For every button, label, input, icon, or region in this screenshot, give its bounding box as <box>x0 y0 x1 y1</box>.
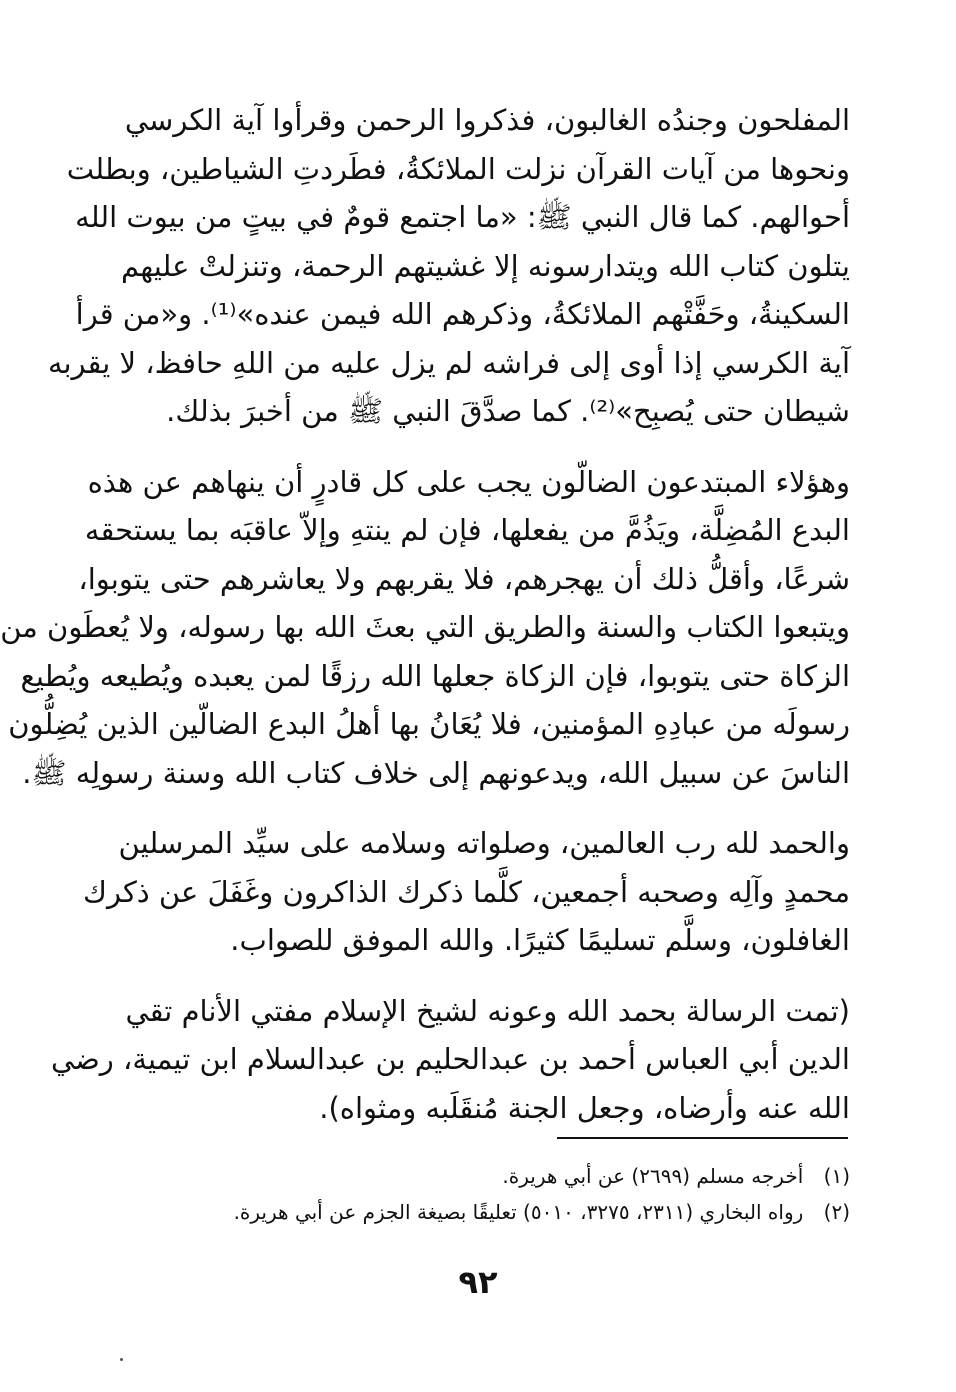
text-line: المفلحون وجندُه الغالبون، فذكروا الرحمن وقرأوا آية الكرسي <box>124 103 850 137</box>
text-line: يتلون كتاب الله ويتدارسونه إلا غشيتهم الرحمة، وتنزلتْ عليهم <box>121 248 850 283</box>
text-line: ويتبعوا الكتاب والسنة والطريق التي بعثَ الله بها رسوله، ولا يُعطَون من <box>0 610 850 644</box>
footnote-1 <box>108 1158 850 1194</box>
text-line: السكينةُ، وحَفَّتْهم الملائكةُ، وذكرهم الله فيمن عنده»⁽¹⁾. و«من قرأ <box>75 297 850 331</box>
paragraph-3 <box>83 819 850 965</box>
text-line: ونحوها من آيات القرآن نزلت الملائكةُ، فطَردتِ الشياطين، وبطلت <box>66 151 850 186</box>
footnotes <box>108 1158 850 1230</box>
text-line: الغافلون، وسلَّم تسليمًا كثيرًا. والله الموفق للصواب. <box>230 923 850 957</box>
scan-speck <box>120 1358 123 1361</box>
text-line: شرعًا، وأقلُّ ذلك أن يهجرهم، فلا يقربهم ولا يعاشرهم حتى يتوبوا، <box>78 561 850 596</box>
text-line: الله عنه وأرضاه، وجعل الجنة مُنقَلَبه ومثواه). <box>319 1090 850 1125</box>
text-line: البدع المُضِلَّة، ويَذُمَّ من يفعلها، فإن لم ينتهِ وإلاّ عاقبَه بما يستحقه <box>84 513 850 547</box>
text-line: محمدٍ وآلِه وصحبه أجمعين، كلَّما ذكرك الذاكرون وغَفَلَ عن ذكرك <box>83 874 850 909</box>
footnote-text: رواه البخاري (٢٣١١، ٣٢٧٥، ٥٠١٠) تعليقًا بصيغة الجزم عن أبي هريرة. <box>233 1200 804 1224</box>
footnote-number: (١) <box>823 1164 850 1188</box>
text-line: والحمد لله رب العالمين، وصلواته وسلامه على سيِّد المرسلين <box>118 826 850 860</box>
paragraph-2 <box>0 458 850 798</box>
text-line: الناسَ عن سبيل الله، ويدعونهم إلى خلاف كتاب الله وسنة رسولِه ﷺ. <box>22 755 850 790</box>
page-number: ٩٢ <box>458 1263 498 1301</box>
main-text <box>0 96 850 1154</box>
text-line: رسولَه من عبادِهِ المؤمنين، فلا يُعَانُ بها أهلُ البدع الضالّين الذين يُضِلُّون <box>8 707 850 741</box>
text-line: وهؤلاء المبتدعون الضالّون يجب على كل قادرٍ أن ينهاهم عن هذه <box>87 464 850 499</box>
text-line: الدين أبي العباس أحمد بن عبدالحليم بن عبدالسلام ابن تيمية، رضي <box>51 1042 850 1076</box>
footnote-text: أخرجه مسلم (٢٦٩٩) عن أبي هريرة. <box>502 1164 804 1188</box>
footnote-2 <box>108 1194 850 1230</box>
paragraph-1 <box>47 96 850 436</box>
text-line: شيطان حتى يُصبِح»⁽²⁾. كما صدَّقَ النبي ﷺ من أخبرَ بذلك. <box>166 394 850 428</box>
footnote-divider <box>557 1137 848 1139</box>
text-line: آية الكرسي إذا أوى إلى فراشه لم يزل عليه من اللهِ حافظ، لا يقربه <box>47 345 850 380</box>
text-line: (تمت الرسالة بحمد الله وعونه لشيخ الإسلام مفتي الأنام تقي <box>125 993 850 1028</box>
paragraph-4 <box>51 987 850 1133</box>
footnote-number: (٢) <box>823 1200 850 1224</box>
text-line: أحوالهم. كما قال النبي ﷺ: «ما اجتمع قومٌ في بيتٍ من بيوت الله <box>75 200 850 234</box>
text-line: الزكاة حتى يتوبوا، فإن الزكاة جعلها الله رزقًا لمن يعبده ويُطيعه ويُطيع <box>20 658 850 693</box>
